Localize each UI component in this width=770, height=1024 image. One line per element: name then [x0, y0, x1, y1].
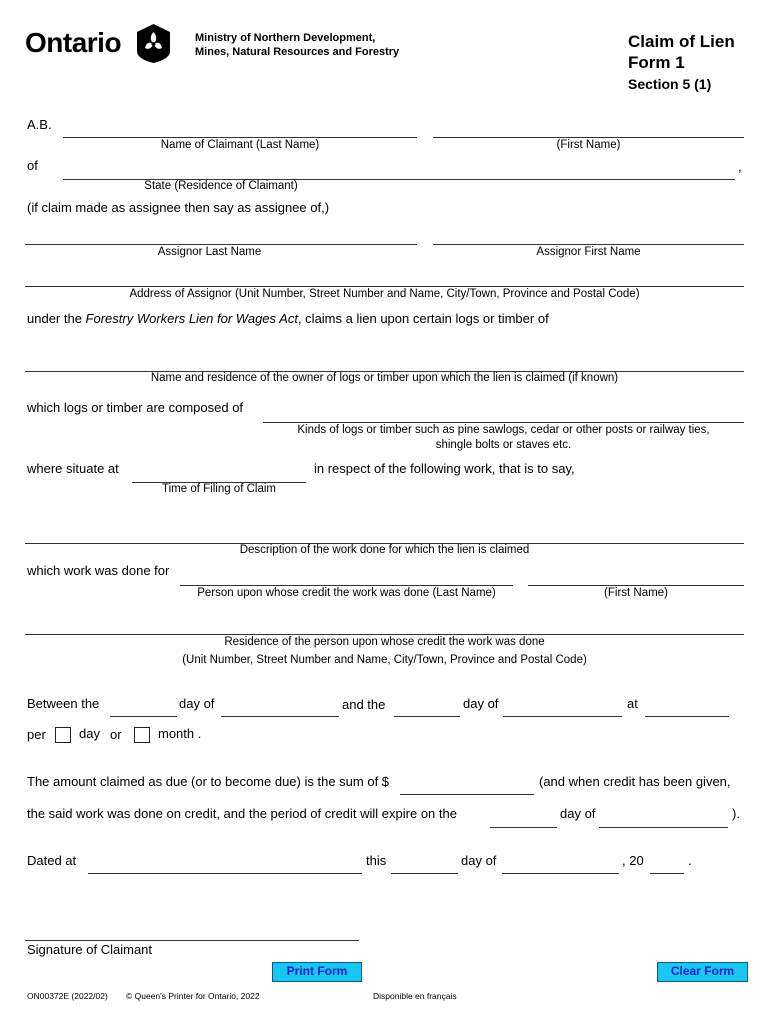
- amount-label: The amount claimed as due (or to become due) is the sum of $: [27, 774, 390, 789]
- credit-month-input[interactable]: [599, 811, 728, 828]
- amount-input[interactable]: [400, 778, 534, 795]
- form-code: ON00372E (2022/02): [27, 991, 108, 1001]
- between-day-of-label: day of: [179, 696, 215, 711]
- and-day-input[interactable]: [394, 700, 460, 717]
- kinds-caption-line-2: shingle bolts or staves etc.: [435, 439, 572, 451]
- dated-month-input[interactable]: [502, 857, 619, 874]
- ministry-line-1: Ministry of Northern Development,: [195, 32, 376, 44]
- ab-label: A.B.: [27, 117, 52, 132]
- of-label: of: [27, 158, 38, 173]
- credit-first-name-input[interactable]: [528, 569, 744, 586]
- year-prefix: , 20: [622, 853, 644, 868]
- per-label: per: [27, 727, 46, 742]
- assignor-first-name-input[interactable]: [433, 228, 744, 245]
- print-form-button[interactable]: Print Form: [272, 962, 362, 982]
- ministry-line-2: Mines, Natural Resources and Forestry: [195, 46, 400, 58]
- in-respect-label: in respect of the following work, that is to say,: [314, 461, 575, 476]
- credit-residence-caption-2: (Unit Number, Street Number and Name, City/Town, Province and Postal Code): [182, 654, 587, 666]
- per-day-checkbox[interactable]: [55, 727, 71, 743]
- owner-input[interactable]: [25, 355, 744, 372]
- claimant-last-name-input[interactable]: [63, 121, 417, 138]
- and-day-of-label: day of: [463, 696, 499, 711]
- dated-period: .: [688, 853, 692, 868]
- or-label: or: [110, 727, 122, 742]
- form-number-title: Form 1: [628, 53, 685, 72]
- between-label: Between the: [27, 696, 100, 711]
- assignor-last-name-input[interactable]: [25, 228, 417, 245]
- credit-last-caption: Person upon whose credit the work was done (Last Name): [197, 587, 496, 599]
- per-month-checkbox[interactable]: [134, 727, 150, 743]
- ontario-wordmark: Ontario: [25, 27, 122, 58]
- comma-mark: ,: [738, 159, 742, 174]
- credit-residence-input[interactable]: [25, 618, 744, 635]
- between-month-input[interactable]: [221, 700, 339, 717]
- time-filing-caption: Time of Filing of Claim: [162, 483, 276, 495]
- claimant-last-caption: Name of Claimant (Last Name): [160, 139, 320, 151]
- dated-day-input[interactable]: [391, 857, 458, 874]
- signature-label: Signature of Claimant: [27, 942, 153, 957]
- assignor-last-caption: Assignor Last Name: [157, 246, 262, 258]
- claimant-first-name-input[interactable]: [433, 121, 744, 138]
- french-availability: Disponible en français: [373, 991, 457, 1001]
- amount-credit-label: (and when credit has been given,: [539, 774, 731, 789]
- work-description-caption: Description of the work done for which the lien is claimed: [239, 544, 530, 556]
- at-label: at: [627, 696, 638, 711]
- close-paren: ).: [732, 806, 740, 821]
- trillium-logo-icon: [135, 23, 172, 64]
- dated-day-of-label: day of: [461, 853, 497, 868]
- dated-place-input[interactable]: [88, 857, 362, 874]
- under-suffix: , claims a lien upon certain logs or timber of: [297, 311, 549, 326]
- assignee-note: (if claim made as assignee then say as assignee of,): [27, 200, 330, 215]
- dated-year-input[interactable]: [650, 857, 684, 874]
- month-label: month .: [158, 726, 202, 741]
- section-reference: Section 5 (1): [628, 76, 712, 92]
- and-month-input[interactable]: [503, 700, 622, 717]
- under-prefix: under the: [27, 311, 86, 326]
- assignor-first-caption: Assignor First Name: [536, 246, 641, 258]
- and-the-label: and the: [342, 697, 386, 712]
- credit-last-name-input[interactable]: [180, 569, 513, 586]
- where-situate-label: where situate at: [27, 461, 119, 476]
- between-day-input[interactable]: [110, 700, 177, 717]
- dated-at-label: Dated at: [27, 853, 77, 868]
- under-act-statement: [27, 311, 549, 326]
- copyright-notice: © Queen's Printer for Ontario, 2022: [126, 991, 260, 1001]
- form-title: Claim of Lien: [628, 32, 735, 51]
- credit-day-input[interactable]: [490, 811, 557, 828]
- composed-of-label: which logs or timber are composed of: [27, 400, 244, 415]
- rate-input[interactable]: [645, 700, 729, 717]
- assignor-address-input[interactable]: [25, 270, 744, 287]
- day-label: day: [79, 726, 100, 741]
- credit-first-caption: (First Name): [604, 587, 668, 599]
- kinds-caption-line-1: Kinds of logs or timber such as pine sawlogs, cedar or other posts or railway ties,: [297, 424, 710, 436]
- credit-residence-caption-1: Residence of the person upon whose credit the work was done: [224, 636, 545, 648]
- clear-form-button[interactable]: Clear Form: [657, 962, 748, 982]
- claimant-residence-input[interactable]: [63, 163, 735, 180]
- signature-line: [25, 940, 359, 941]
- work-description-input[interactable]: [25, 527, 744, 544]
- assignor-address-caption: Address of Assignor (Unit Number, Street Number and Name, City/Town, Province and Postal Code): [129, 288, 640, 300]
- act-name: Forestry Workers Lien for Wages Act: [85, 311, 298, 326]
- credit-day-of-label: day of: [560, 806, 596, 821]
- situate-location-input[interactable]: [132, 466, 306, 483]
- this-label: this: [366, 853, 387, 868]
- credit-expire-label: the said work was done on credit, and the period of credit will expire on the: [27, 806, 457, 821]
- kinds-of-timber-input[interactable]: [263, 406, 744, 423]
- owner-caption: Name and residence of the owner of logs or timber upon which the lien is claimed (if known): [150, 372, 619, 384]
- work-done-for-label: which work was done for: [27, 563, 170, 578]
- residence-caption: State (Residence of Claimant): [144, 180, 298, 192]
- claimant-first-caption: (First Name): [556, 139, 621, 151]
